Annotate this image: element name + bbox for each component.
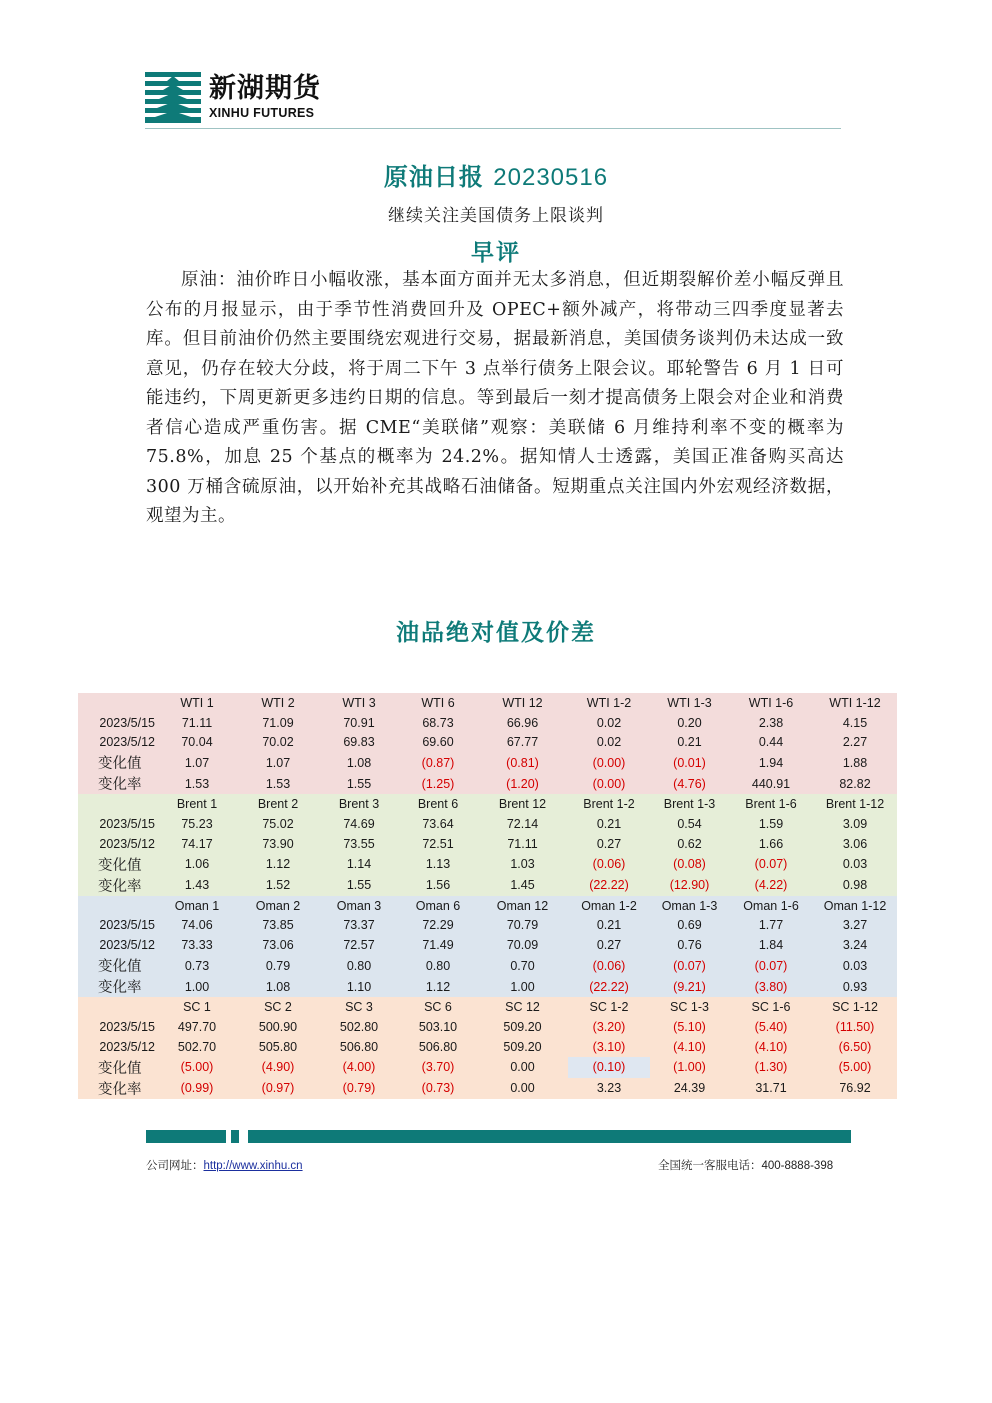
table-cell: 73.90 — [237, 834, 319, 854]
table-cell: 82.82 — [813, 773, 897, 794]
table-cell: (0.97) — [237, 1078, 319, 1099]
table-cell: 1.59 — [729, 814, 813, 834]
column-header: SC 1-3 — [650, 997, 729, 1017]
table-cell: 70.04 — [157, 733, 237, 753]
table-cell: 1.14 — [319, 854, 399, 875]
price-table-container — [78, 693, 897, 1099]
table-cell: (4.90) — [237, 1057, 319, 1078]
table-cell: 0.70 — [477, 955, 568, 976]
table-cell: 0.98 — [813, 875, 897, 896]
column-header: WTI 1 — [157, 693, 237, 713]
column-header: WTI 1-12 — [813, 693, 897, 713]
table-cell: 503.10 — [399, 1017, 477, 1037]
table-cell: 500.90 — [237, 1017, 319, 1037]
table-cell: (4.10) — [650, 1037, 729, 1057]
table-cell: 74.17 — [157, 834, 237, 854]
table-cell: 0.27 — [568, 834, 650, 854]
table-cell: 0.03 — [813, 955, 897, 976]
row-label: 2023/5/12 — [78, 1037, 157, 1057]
column-header: SC 1-12 — [813, 997, 897, 1017]
table-cell: 70.79 — [477, 916, 568, 936]
column-header: SC 12 — [477, 997, 568, 1017]
table-cell: 0.69 — [650, 916, 729, 936]
table-cell: 1.66 — [729, 834, 813, 854]
table-cell: 75.02 — [237, 814, 319, 834]
comment-paragraph: 原油：油价昨日小幅收涨，基本面方面并无太多消息，但近期裂解价差小幅反弹且公布的月报显示，由于季节性消费回升及 OPEC+额外减产，将带动三四季度显著去库。但目前油价仍然主要围绕宏观进行交易，据最新消息，美国债务谈判仍未达成一致意见，仍存在较大分歧，将于周二下午 3 点举行债务上限会议。耶轮警告 6 月 1 日可能违约，下周更新更多违约日期的信息。等到最后一刻才提高债务上限会对企业和消费者信心造成严重伤害。据 CME“美联储”观察：美联储 6 月维持利率不变的概率为 75.8%，加息 25 个基点的概率为 24.2%。据知情人士透露，美国正准备购买高达 300 万桶含硫原油，以开始补充其战略石油储备。短期重点关注国内外宏观经济数据，观望为主。 — [146, 270, 844, 526]
table-cell: 70.09 — [477, 935, 568, 955]
table-cell: 3.09 — [813, 814, 897, 834]
table-cell: (0.06) — [568, 955, 650, 976]
table-cell: 73.33 — [157, 935, 237, 955]
table-cell: (0.00) — [568, 773, 650, 794]
row-label: 变化值 — [78, 955, 157, 976]
table-cell: 1.00 — [477, 976, 568, 997]
table-cell: (3.80) — [729, 976, 813, 997]
table-cell: 440.91 — [729, 773, 813, 794]
table-row — [78, 752, 897, 773]
table-cell: 502.70 — [157, 1037, 237, 1057]
row-label: 2023/5/15 — [78, 1017, 157, 1037]
page-header — [145, 70, 845, 132]
table-cell: 73.37 — [319, 916, 399, 936]
table-cell: (0.10) — [568, 1057, 650, 1078]
table-cell: 75.23 — [157, 814, 237, 834]
table-cell: 67.77 — [477, 733, 568, 753]
table-cell: 68.73 — [399, 713, 477, 733]
column-header: WTI 6 — [399, 693, 477, 713]
table-cell: (1.00) — [650, 1057, 729, 1078]
table-cell: (0.07) — [650, 955, 729, 976]
table-cell: 0.21 — [650, 733, 729, 753]
column-header: Brent 1-2 — [568, 794, 650, 814]
column-header: SC 6 — [399, 997, 477, 1017]
table-cell: 1.12 — [399, 976, 477, 997]
hotline-label: 全国统一客服电话： — [658, 1158, 762, 1172]
column-header: Oman 1 — [157, 896, 237, 916]
table-cell: 1.07 — [157, 752, 237, 773]
table-row — [78, 854, 897, 875]
table-cell: 73.55 — [319, 834, 399, 854]
table-row — [78, 1057, 897, 1078]
table-cell: 0.54 — [650, 814, 729, 834]
table-row — [78, 875, 897, 896]
table-cell: 506.80 — [399, 1037, 477, 1057]
table-cell: 1.06 — [157, 854, 237, 875]
table-cell: 0.02 — [568, 713, 650, 733]
table-cell: (1.25) — [399, 773, 477, 794]
table-cell: 73.64 — [399, 814, 477, 834]
table-cell: 1.08 — [319, 752, 399, 773]
table-cell: 1.84 — [729, 935, 813, 955]
table-cell: (9.21) — [650, 976, 729, 997]
table-cell: (3.70) — [399, 1057, 477, 1078]
column-header: WTI 12 — [477, 693, 568, 713]
table-cell: 497.70 — [157, 1017, 237, 1037]
website-link[interactable]: http://www.xinhu.cn — [203, 1160, 303, 1172]
table-cell: (0.79) — [319, 1078, 399, 1099]
table-cell: 1.10 — [319, 976, 399, 997]
table-cell: 3.24 — [813, 935, 897, 955]
column-header: Oman 1-3 — [650, 896, 729, 916]
footer-website — [146, 1157, 303, 1173]
column-header: Brent 2 — [237, 794, 319, 814]
column-header: WTI 1-3 — [650, 693, 729, 713]
price-table — [78, 693, 897, 1099]
table-cell: 1.56 — [399, 875, 477, 896]
table-cell: 505.80 — [237, 1037, 319, 1057]
table-cell: 1.43 — [157, 875, 237, 896]
row-label: 2023/5/15 — [78, 713, 157, 733]
table-cell: 1.52 — [237, 875, 319, 896]
table-cell: 1.03 — [477, 854, 568, 875]
table-cell: 70.91 — [319, 713, 399, 733]
table-cell: 0.44 — [729, 733, 813, 753]
table-cell: 72.29 — [399, 916, 477, 936]
table-cell: 69.60 — [399, 733, 477, 753]
table-cell: 1.12 — [237, 854, 319, 875]
table-cell: (0.99) — [157, 1078, 237, 1099]
table-cell: 74.69 — [319, 814, 399, 834]
table-cell: (5.00) — [157, 1057, 237, 1078]
table-cell: 73.06 — [237, 935, 319, 955]
table-cell: (4.00) — [319, 1057, 399, 1078]
oman-header-row — [78, 896, 897, 916]
table-cell: 31.71 — [729, 1078, 813, 1099]
column-header: Brent 6 — [399, 794, 477, 814]
row-label: 变化率 — [78, 773, 157, 794]
table-cell: (5.00) — [813, 1057, 897, 1078]
table-row — [78, 733, 897, 753]
column-header: Brent 1-3 — [650, 794, 729, 814]
brent-header-row — [78, 794, 897, 814]
column-header: SC 1-2 — [568, 997, 650, 1017]
table-cell: (1.20) — [477, 773, 568, 794]
xinhu-logo-icon — [145, 72, 201, 124]
row-label: 2023/5/12 — [78, 733, 157, 753]
table-cell: (0.00) — [568, 752, 650, 773]
table-cell: 71.49 — [399, 935, 477, 955]
hotline-number: 400-8888-398 — [761, 1160, 834, 1172]
table-cell: 0.79 — [237, 955, 319, 976]
header-divider — [145, 128, 841, 129]
table-cell: (0.07) — [729, 955, 813, 976]
column-header: SC 1 — [157, 997, 237, 1017]
table-cell: 71.09 — [237, 713, 319, 733]
table-row — [78, 1017, 897, 1037]
table-cell: 0.21 — [568, 916, 650, 936]
table-cell: 0.62 — [650, 834, 729, 854]
table-cell: (4.22) — [729, 875, 813, 896]
footer-bar — [146, 1130, 226, 1143]
website-label: 公司网址： — [146, 1158, 204, 1172]
column-header: WTI 1-6 — [729, 693, 813, 713]
table-cell: (0.06) — [568, 854, 650, 875]
column-header: Oman 1-6 — [729, 896, 813, 916]
table-cell: (3.20) — [568, 1017, 650, 1037]
table-cell: 71.11 — [477, 834, 568, 854]
empty-cell — [78, 693, 157, 713]
table-cell: 1.07 — [237, 752, 319, 773]
row-label: 2023/5/15 — [78, 916, 157, 936]
table-cell: 3.23 — [568, 1078, 650, 1099]
section-heading-comment: 早评 — [471, 240, 521, 266]
table-cell: 509.20 — [477, 1017, 568, 1037]
table-cell: (22.22) — [568, 976, 650, 997]
table-cell: 1.55 — [319, 875, 399, 896]
table-cell: (0.01) — [650, 752, 729, 773]
table-cell: 0.73 — [157, 955, 237, 976]
row-label: 变化率 — [78, 875, 157, 896]
table-cell: 0.00 — [477, 1078, 568, 1099]
table-row — [78, 976, 897, 997]
table-cell: 0.93 — [813, 976, 897, 997]
table-row — [78, 1078, 897, 1099]
column-header: Oman 12 — [477, 896, 568, 916]
table-cell: 73.85 — [237, 916, 319, 936]
empty-cell — [78, 794, 157, 814]
table-cell: 1.45 — [477, 875, 568, 896]
table-cell: 69.83 — [319, 733, 399, 753]
row-label: 2023/5/12 — [78, 935, 157, 955]
table-cell: 1.55 — [319, 773, 399, 794]
table-cell: (5.40) — [729, 1017, 813, 1037]
table-cell: (0.81) — [477, 752, 568, 773]
table-cell: 1.53 — [157, 773, 237, 794]
table-cell: (4.10) — [729, 1037, 813, 1057]
table-cell: 509.20 — [477, 1037, 568, 1057]
table-cell: 0.27 — [568, 935, 650, 955]
column-header: Oman 3 — [319, 896, 399, 916]
table-cell: 0.76 — [650, 935, 729, 955]
table-cell: (1.30) — [729, 1057, 813, 1078]
column-header: Brent 12 — [477, 794, 568, 814]
table-cell: 72.14 — [477, 814, 568, 834]
table-cell: 0.80 — [319, 955, 399, 976]
table-cell: 4.15 — [813, 713, 897, 733]
row-label: 变化率 — [78, 1078, 157, 1099]
table-cell: (3.10) — [568, 1037, 650, 1057]
logo-text — [209, 74, 321, 120]
logo-name-cn: 新湖期货 — [209, 73, 321, 104]
table-cell: 72.51 — [399, 834, 477, 854]
column-header: Brent 3 — [319, 794, 399, 814]
table-cell: (22.22) — [568, 875, 650, 896]
column-header: Brent 1 — [157, 794, 237, 814]
table-cell: 0.02 — [568, 733, 650, 753]
row-label: 2023/5/12 — [78, 834, 157, 854]
table-cell: 1.88 — [813, 752, 897, 773]
table-row — [78, 773, 897, 794]
table-cell: 1.13 — [399, 854, 477, 875]
column-header: SC 2 — [237, 997, 319, 1017]
table-row — [78, 834, 897, 854]
table-cell: 0.03 — [813, 854, 897, 875]
column-header: WTI 1-2 — [568, 693, 650, 713]
table-row — [78, 955, 897, 976]
document-title-name: 原油日报 — [383, 163, 484, 191]
table-cell: (0.08) — [650, 854, 729, 875]
table-cell: 3.06 — [813, 834, 897, 854]
table-cell: (12.90) — [650, 875, 729, 896]
table-cell: 1.53 — [237, 773, 319, 794]
table-cell: 1.94 — [729, 752, 813, 773]
table-cell: (0.87) — [399, 752, 477, 773]
footer-bar — [231, 1130, 239, 1143]
table-cell: 74.06 — [157, 916, 237, 936]
table-cell: 1.08 — [237, 976, 319, 997]
column-header: Oman 1-12 — [813, 896, 897, 916]
row-label: 变化值 — [78, 1057, 157, 1078]
table-row — [78, 1037, 897, 1057]
table-row — [78, 916, 897, 936]
table-cell: 66.96 — [477, 713, 568, 733]
column-header: Brent 1-6 — [729, 794, 813, 814]
row-label: 变化值 — [78, 854, 157, 875]
document-title — [0, 157, 992, 192]
table-row — [78, 935, 897, 955]
footer-hotline — [658, 1157, 851, 1173]
logo-name-en: XINHU FUTURES — [209, 106, 315, 120]
row-label: 2023/5/15 — [78, 814, 157, 834]
table-cell: (6.50) — [813, 1037, 897, 1057]
column-header: WTI 2 — [237, 693, 319, 713]
table-cell: (4.76) — [650, 773, 729, 794]
table-cell: 1.77 — [729, 916, 813, 936]
table-cell: 72.57 — [319, 935, 399, 955]
table-cell: 1.00 — [157, 976, 237, 997]
column-header: Oman 2 — [237, 896, 319, 916]
table-row — [78, 814, 897, 834]
document-subtitle: 继续关注美国债务上限谈判 — [388, 206, 604, 226]
table-row — [78, 713, 897, 733]
table-cell: 76.92 — [813, 1078, 897, 1099]
column-header: WTI 3 — [319, 693, 399, 713]
table-cell: 0.21 — [568, 814, 650, 834]
column-header: Oman 6 — [399, 896, 477, 916]
empty-cell — [78, 896, 157, 916]
section-heading-table: 油品绝对值及价差 — [396, 620, 596, 646]
table-cell: (0.73) — [399, 1078, 477, 1099]
table-cell: (0.07) — [729, 854, 813, 875]
price-table-body — [78, 693, 897, 1099]
table-cell: (11.50) — [813, 1017, 897, 1037]
row-label: 变化值 — [78, 752, 157, 773]
table-cell: 0.80 — [399, 955, 477, 976]
document-title-date: 20230516 — [493, 164, 609, 191]
table-cell: 3.27 — [813, 916, 897, 936]
column-header: Oman 1-2 — [568, 896, 650, 916]
empty-cell — [78, 997, 157, 1017]
row-label: 变化率 — [78, 976, 157, 997]
sc-header-row — [78, 997, 897, 1017]
table-cell: 0.00 — [477, 1057, 568, 1078]
column-header: SC 1-6 — [729, 997, 813, 1017]
table-cell: 2.38 — [729, 713, 813, 733]
table-cell: 71.11 — [157, 713, 237, 733]
table-cell: 24.39 — [650, 1078, 729, 1099]
table-cell: (5.10) — [650, 1017, 729, 1037]
table-cell: 506.80 — [319, 1037, 399, 1057]
table-cell: 2.27 — [813, 733, 897, 753]
wti-header-row — [78, 693, 897, 713]
table-cell: 70.02 — [237, 733, 319, 753]
footer-bar — [248, 1130, 851, 1143]
column-header: SC 3 — [319, 997, 399, 1017]
column-header: Brent 1-12 — [813, 794, 897, 814]
table-cell: 0.20 — [650, 713, 729, 733]
table-cell: 502.80 — [319, 1017, 399, 1037]
